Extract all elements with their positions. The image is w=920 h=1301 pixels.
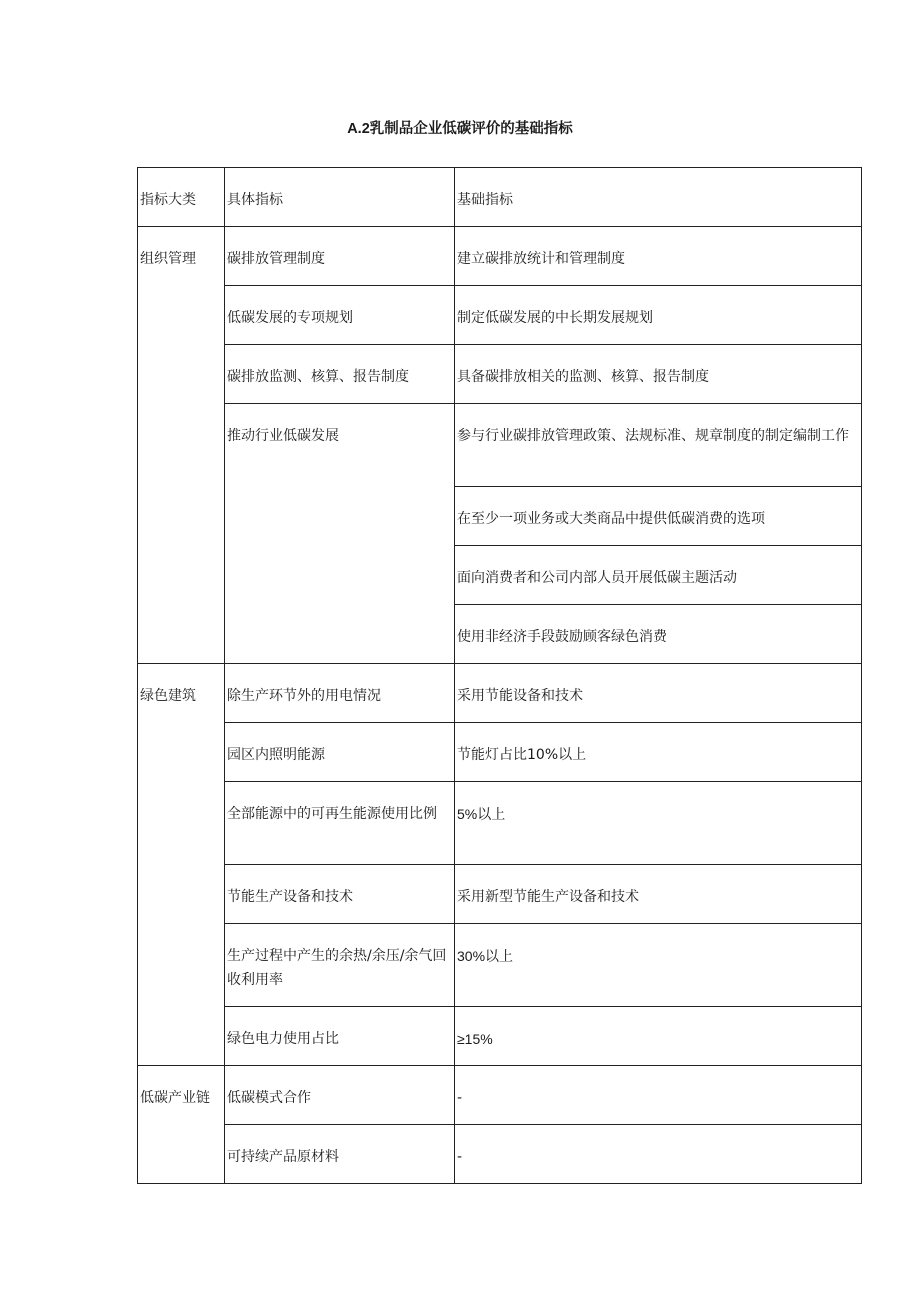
specific-cell: 低碳模式合作 bbox=[225, 1066, 455, 1125]
table-row bbox=[138, 782, 862, 865]
basic-cell: 参与行业碳排放管理政策、法规标准、规章制度的制定编制工作 bbox=[455, 404, 862, 487]
basic-cell: 建立碳排放统计和管理制度 bbox=[455, 227, 862, 286]
table-row bbox=[138, 924, 862, 1007]
header-category: 指标大类 bbox=[138, 168, 225, 227]
basic-cell: - bbox=[455, 1125, 862, 1184]
table-row bbox=[138, 345, 862, 404]
basic-cell: 5%以上 bbox=[455, 782, 862, 865]
table-row bbox=[138, 227, 862, 286]
specific-cell: 除生产环节外的用电情况 bbox=[225, 664, 455, 723]
basic-cell: 使用非经济手段鼓励顾客绿色消费 bbox=[455, 605, 862, 664]
specific-cell: 绿色电力使用占比 bbox=[225, 1007, 455, 1066]
header-basic: 基础指标 bbox=[455, 168, 862, 227]
specific-cell: 节能生产设备和技术 bbox=[225, 865, 455, 924]
basic-cell: 采用新型节能生产设备和技术 bbox=[455, 865, 862, 924]
table-row bbox=[138, 1066, 862, 1125]
table-row bbox=[138, 865, 862, 924]
table-row bbox=[138, 1125, 862, 1184]
specific-cell: 碳排放监测、核算、报告制度 bbox=[225, 345, 455, 404]
basic-cell: 面向消费者和公司内部人员开展低碳主题活动 bbox=[455, 546, 862, 605]
table-row bbox=[138, 286, 862, 345]
table-row bbox=[138, 664, 862, 723]
basic-cell: - bbox=[455, 1066, 862, 1125]
header-row bbox=[138, 168, 862, 227]
basic-cell: ≥15% bbox=[455, 1007, 862, 1066]
specific-cell: 低碳发展的专项规划 bbox=[225, 286, 455, 345]
category-cell: 低碳产业链 bbox=[138, 1066, 225, 1184]
header-specific: 具体指标 bbox=[225, 168, 455, 227]
basic-cell: 在至少一项业务或大类商品中提供低碳消费的选项 bbox=[455, 487, 862, 546]
category-cell: 组织管理 bbox=[138, 227, 225, 664]
basic-cell: 具备碳排放相关的监测、核算、报告制度 bbox=[455, 345, 862, 404]
table-row bbox=[138, 1007, 862, 1066]
basic-cell: 制定低碳发展的中长期发展规划 bbox=[455, 286, 862, 345]
basic-cell: 节能灯占比10%以上 bbox=[455, 723, 862, 782]
table-row bbox=[138, 723, 862, 782]
basic-cell: 采用节能设备和技术 bbox=[455, 664, 862, 723]
specific-cell: 碳排放管理制度 bbox=[225, 227, 455, 286]
specific-cell: 推动行业低碳发展 bbox=[225, 404, 455, 664]
specific-cell: 园区内照明能源 bbox=[225, 723, 455, 782]
specific-cell: 全部能源中的可再生能源使用比例 bbox=[225, 782, 455, 865]
specific-cell: 生产过程中产生的余热/余压/余气回收利用率 bbox=[225, 924, 455, 1007]
category-cell: 绿色建筑 bbox=[138, 664, 225, 1066]
table-title: A.2乳制品企业低碳评价的基础指标 bbox=[347, 121, 573, 137]
specific-cell: 可持续产品原材料 bbox=[225, 1125, 455, 1184]
indicator-table bbox=[137, 167, 862, 1184]
table-row bbox=[138, 404, 862, 487]
basic-cell: 30%以上 bbox=[455, 924, 862, 1007]
